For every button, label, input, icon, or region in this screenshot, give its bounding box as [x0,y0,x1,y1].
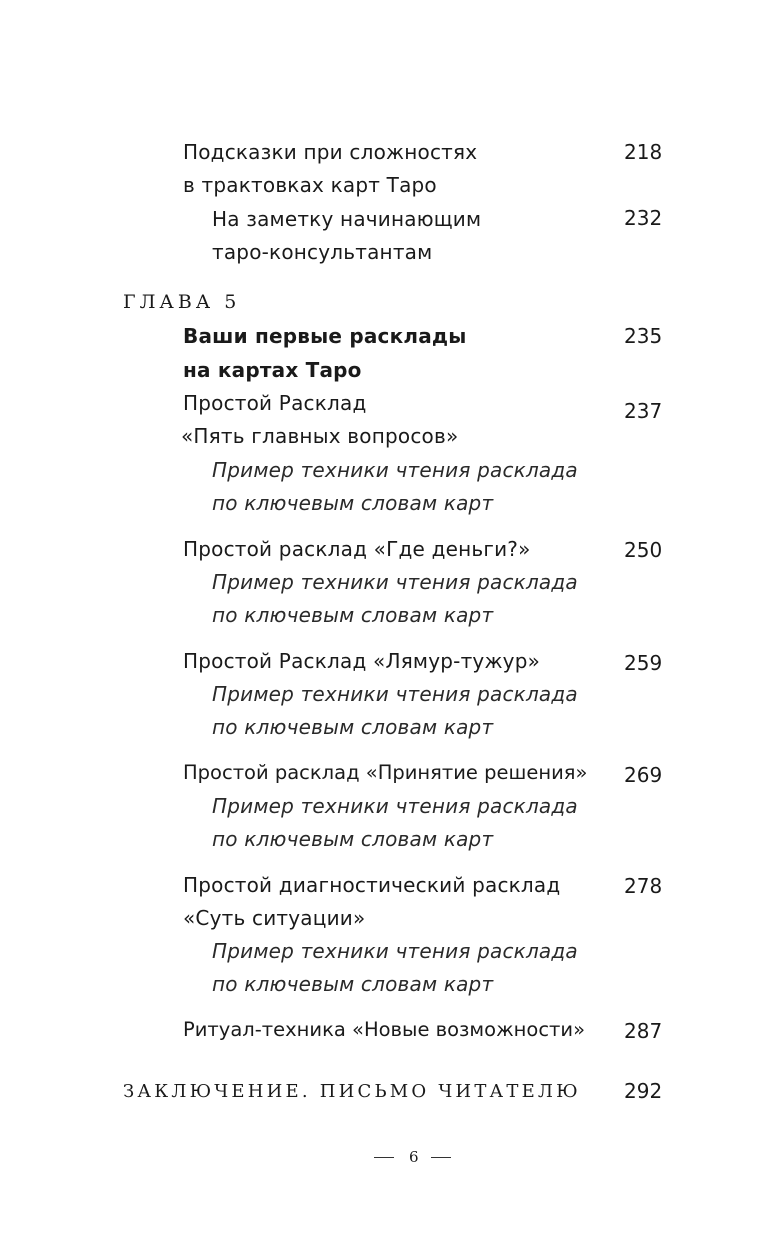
toc-entry-title: «Пять главных вопросов» [181,424,459,448]
chapter-heading: ГЛАВА 5 [123,291,241,313]
toc-subentry-title: по ключевым словам карт [212,972,494,996]
toc-subentry-title: таро-консультантам [212,240,433,264]
footer-dash-right [431,1157,451,1158]
toc-entry-title: «Суть ситуации» [183,906,366,930]
toc-subentry-title: Пример техники чтения расклада [212,682,578,706]
toc-subentry-title: по ключевым словам карт [212,491,494,515]
toc-entry-title: Подсказки при сложностях [183,140,478,164]
toc-subentry-title: Пример техники чтения расклада [212,570,578,594]
toc-page-number: 237 [624,399,663,423]
toc-entry-title: Ритуал-техника «Новые возможности» [183,1018,585,1041]
toc-subentry-title: по ключевым словам карт [212,827,494,851]
toc-entry-title: Простой диагностический расклад [183,873,561,897]
toc-page-number: 218 [624,140,663,164]
toc-page-number: 278 [624,874,663,898]
toc-page-number: 250 [624,538,663,562]
toc-page-number: 292 [624,1079,663,1103]
toc-entry-title: Простой Расклад [183,391,367,415]
toc-page-number: 269 [624,763,663,787]
footer-dash-left [374,1157,394,1158]
chapter-title: Ваши первые расклады [183,324,467,348]
conclusion-heading: ЗАКЛЮЧЕНИЕ. ПИСЬМО ЧИТАТЕЛЮ [123,1081,581,1102]
toc-entry-title: Простой расклад «Где деньги?» [183,537,531,561]
toc-entry-title: Простой Расклад «Лямур-тужур» [183,649,541,673]
toc-entry-title: в трактовках карт Таро [183,173,437,197]
toc-subentry-title: по ключевым словам карт [212,603,494,627]
page-number: 6 [409,1148,419,1166]
toc-page-number: 235 [624,324,663,348]
chapter-title: на картах Таро [183,358,362,382]
toc-subentry-title: Пример техники чтения расклада [212,939,578,963]
toc-page-number: 232 [624,206,663,230]
toc-subentry-title: по ключевым словам карт [212,715,494,739]
toc-subentry-title: Пример техники чтения расклада [212,794,578,818]
toc-page-number: 287 [624,1019,663,1043]
toc-entry-title: Простой расклад «Принятие решения» [183,761,588,784]
toc-subentry-title: Пример техники чтения расклада [212,458,578,482]
toc-subentry-title: На заметку начинающим [212,207,482,231]
toc-page-number: 259 [624,651,663,675]
